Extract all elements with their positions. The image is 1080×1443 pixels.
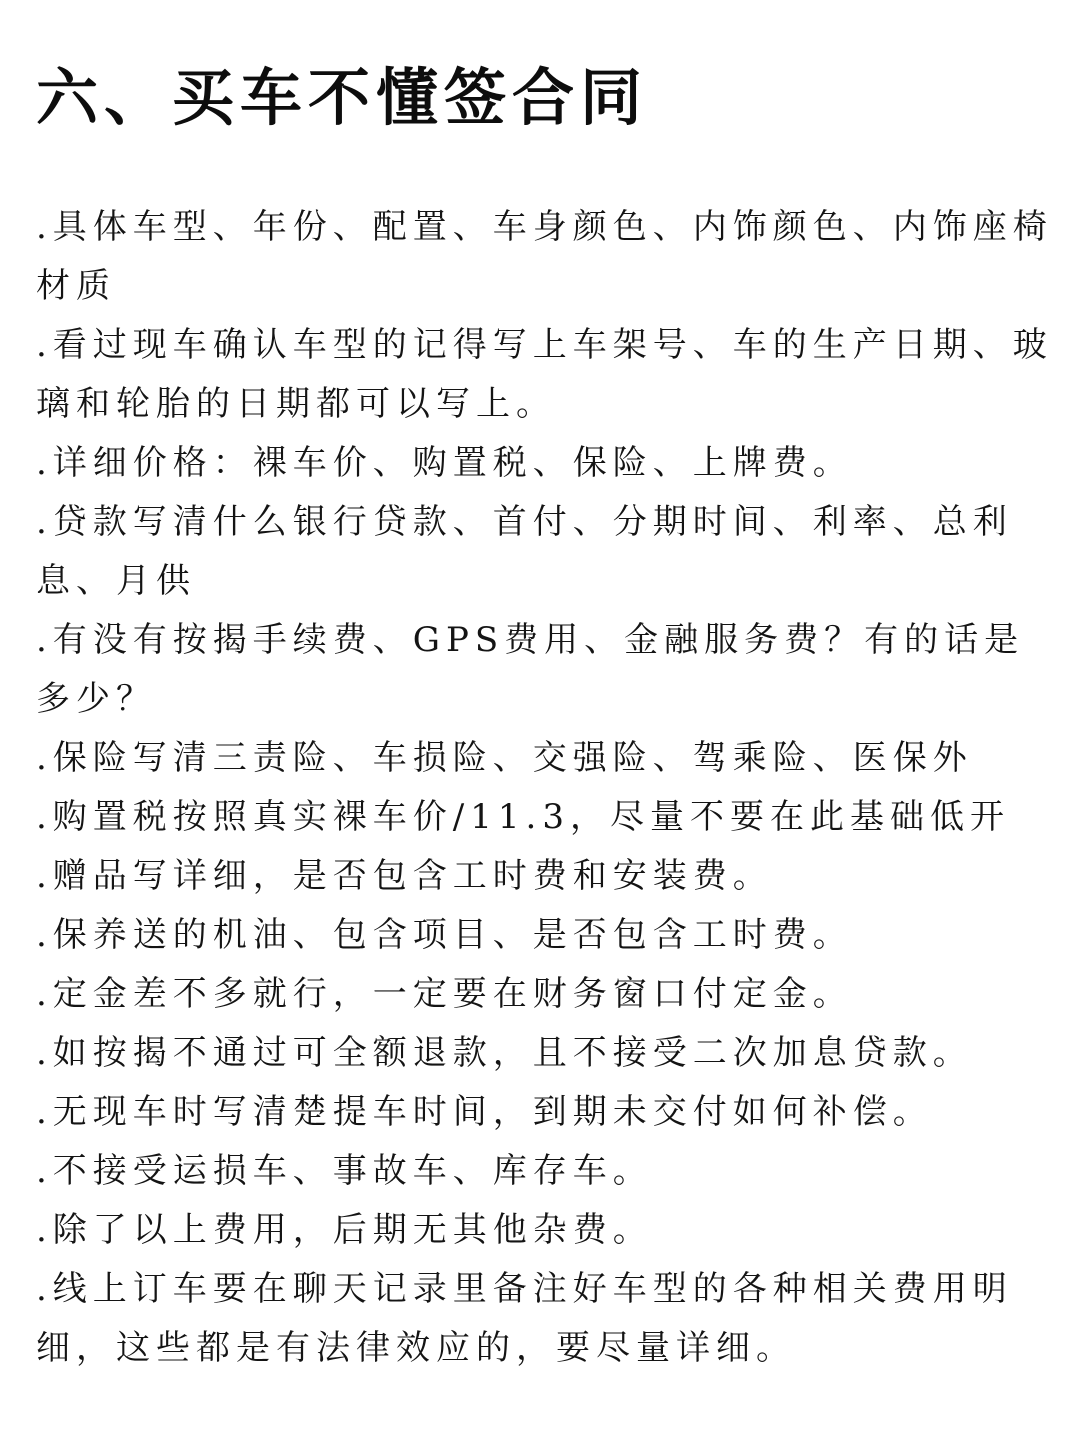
list-item: .保养送的机油、包含项目、是否包含工时费。 bbox=[36, 915, 853, 955]
list-item: .购置税按照真实裸车价/11.3，尽量不要在此基础低开 bbox=[36, 797, 1010, 837]
list-item: .定金差不多就行，一定要在财务窗口付定金。 bbox=[36, 974, 853, 1014]
list-item: .有没有按揭手续费、GPS费用、金融服务费？有的话是多少？ bbox=[36, 620, 1025, 719]
list-item: .详细价格：裸车价、购置税、保险、上牌费。 bbox=[36, 443, 853, 483]
page-title: 六、买车不懂签合同 bbox=[36, 61, 649, 134]
list-item: .除了以上费用，后期无其他杂费。 bbox=[36, 1210, 653, 1250]
list-item: .贷款写清什么银行贷款、首付、分期时间、利率、总利息、月供 bbox=[36, 502, 1013, 601]
list-item: .不接受运损车、事故车、库存车。 bbox=[36, 1151, 653, 1191]
list-item: .线上订车要在聊天记录里备注好车型的各种相关费用明细，这些都是有法律效应的，要尽量详细。 bbox=[36, 1269, 1013, 1368]
contract-checklist bbox=[36, 198, 1056, 1378]
list-item: .如按揭不通过可全额退款，且不接受二次加息贷款。 bbox=[36, 1033, 973, 1073]
list-item: .无现车时写清楚提车时间，到期未交付如何补偿。 bbox=[36, 1092, 933, 1132]
list-item: .赠品写详细，是否包含工时费和安装费。 bbox=[36, 856, 773, 896]
list-item: .具体车型、年份、配置、车身颜色、内饰颜色、内饰座椅材质 bbox=[36, 207, 1053, 306]
list-item: .保险写清三责险、车损险、交强险、驾乘险、医保外 bbox=[36, 738, 973, 778]
list-item: .看过现车确认车型的记得写上车架号、车的生产日期、玻璃和轮胎的日期都可以写上。 bbox=[36, 325, 1053, 424]
